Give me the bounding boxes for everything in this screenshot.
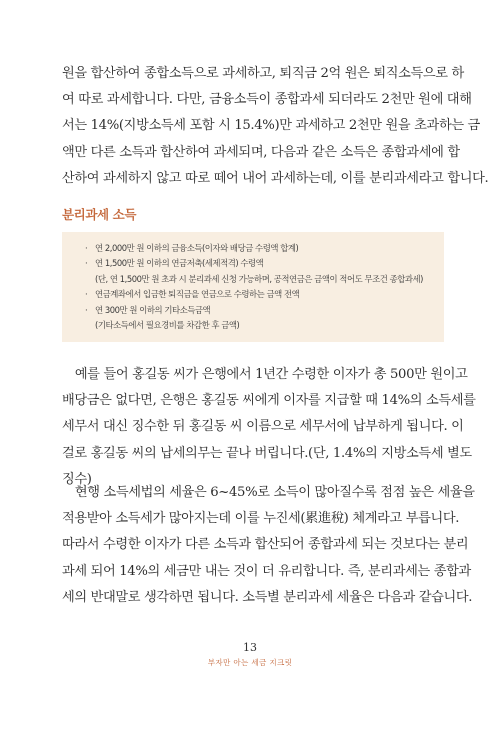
list-item-text: 연 2,000만 원 이하의 금융소득(이자와 배당금 수령액 합계) <box>95 243 299 253</box>
list-item <box>85 303 444 318</box>
bullet-icon: · <box>85 243 88 253</box>
list-item-note <box>85 272 444 287</box>
info-list <box>85 241 444 333</box>
text-line: 걸로 홍길동 씨의 납세의무는 끝나 버립니다.(단, 1.4%의 지방소득세 별도 <box>62 445 472 461</box>
text-line: 원을 합산하여 종합소득으로 과세하고, 퇴직금 2억 원은 퇴직소득으로 하 <box>62 66 464 81</box>
text-line: 서는 14%(지방소득세 포함 시 15.4%)만 과세하고 2천만 원을 초과하는 금 <box>62 118 480 134</box>
list-item-text: 연 300만 원 이하의 기타소득금액 <box>95 304 211 315</box>
rate-paragraph <box>62 480 475 611</box>
text-line: 과세 되어 14%의 세금만 내는 것이 더 유리합니다. 즉, 분리과세는 종합과 <box>62 563 471 579</box>
text-line: 액만 다른 소득과 합산하여 과세되며, 다음과 같은 소득은 종합과세에 합 <box>62 144 460 160</box>
list-item <box>85 256 444 271</box>
text-line: 따라서 수령한 이자가 다른 소득과 합산되어 종합과세 되는 것보다는 분리 <box>62 537 469 553</box>
info-box <box>62 232 444 342</box>
bullet-icon: · <box>85 258 88 269</box>
list-item-text: 연 1,500만 원 이하의 연금저축(세제적격) 수령액 <box>95 258 264 269</box>
bullet-icon: · <box>85 304 88 315</box>
list-item-text: 연금계좌에서 입금한 퇴직금을 연금으로 수령하는 금액 전액 <box>95 289 300 300</box>
text-line: 산하여 과세하지 않고 따로 떼어 내어 과세하는데, 이를 분리과세라고 합니다. <box>62 170 489 186</box>
text-line: 적용받아 소득세가 많아지는데 이를 누진세(累進稅) 체계라고 부릅니다. <box>62 511 460 527</box>
list-item-text: (기타소득에서 필요경비를 차감한 후 금액) <box>95 320 240 331</box>
running-title: 부자만 아는 세금 지크릿 <box>207 658 293 667</box>
text-line: 예를 들어 홍길동 씨가 은행에서 1년간 수령한 이자가 총 500만 원이고 <box>62 367 468 382</box>
bullet-icon: · <box>85 289 88 300</box>
page-number: 13 <box>243 641 257 654</box>
text-line: 여 따로 과세합니다. 다만, 금융소득이 종합과세 되더라도 2천만 원에 대해 <box>62 92 472 108</box>
text-line: 현행 소득세법의 세율은 6~45%로 소득이 많아질수록 점점 높은 세율을 <box>62 485 475 500</box>
list-item-note <box>85 318 444 333</box>
text-line: 징수) <box>62 471 92 487</box>
intro-paragraph <box>62 61 489 192</box>
list-item-text: (단, 연 1,500만 원 초과 시 분리과세 신청 가능하며, 공적연금은 금액이 적어도 무조건 종합과세) <box>95 273 423 284</box>
text-line: 배당금은 없다면, 은행은 홍길동 씨에게 이자를 지급할 때 14%의 소득세를 <box>62 393 476 409</box>
list-item <box>85 287 444 302</box>
text-line: 세무서 대신 징수한 뒤 홍길동 씨 이름으로 세무서에 납부하게 됩니다. 이 <box>62 419 464 435</box>
list-item <box>85 241 444 256</box>
section-title: 분리과세 소득 <box>62 207 137 222</box>
text-line: 세의 반대말로 생각하면 됩니다. 소득별 분리과세 세율은 다음과 같습니다. <box>62 589 473 605</box>
